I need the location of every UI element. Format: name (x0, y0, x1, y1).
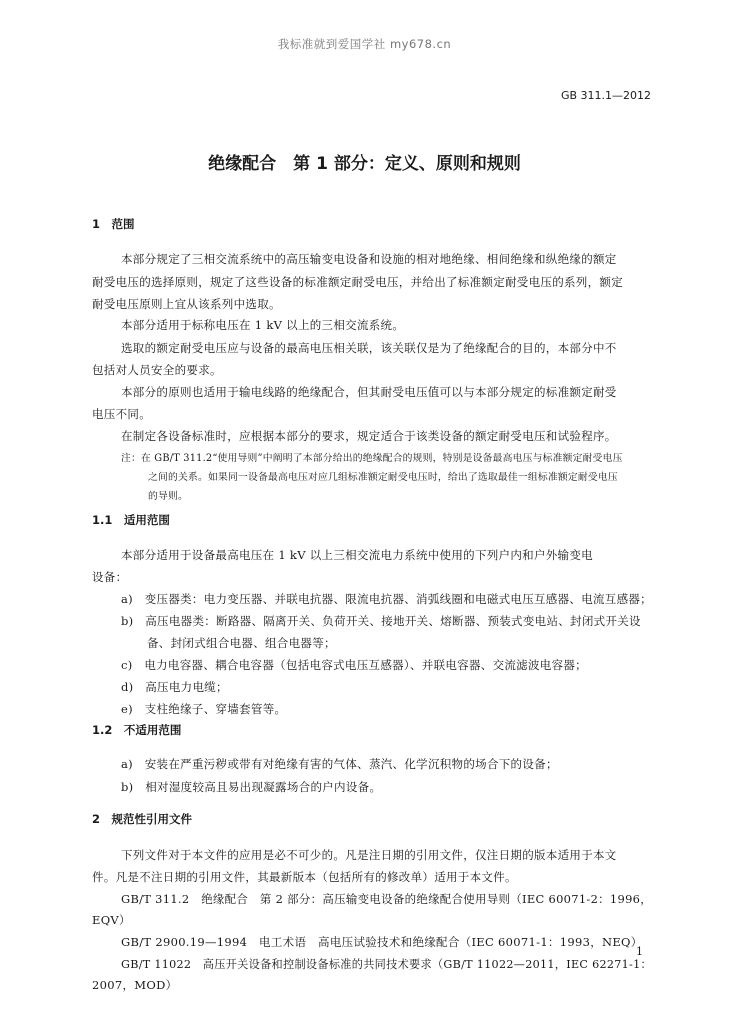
section-2-heading: 2 规范性引用文件 (92, 812, 193, 826)
list-item: c) 电力电容器、耦合电容器（包括电容式电压互感器）、并联电容器、交流滤波电容器； (121, 658, 587, 672)
paragraph-line: 本部分的原则也适用于输电线路的绝缘配合，但其耐受电压值可以与本部分规定的标准额定耐受 (121, 385, 617, 399)
reference-line: GB/T 2900.19—1994 电工术语 高电压试验技术和绝缘配合（IEC 60071-1：1993，NEQ） (121, 935, 643, 949)
note-line: 之间的关系。如果同一设备最高电压对应几组标准额定耐受电压时，给出了选取最佳一组标准额定耐受电压 (148, 472, 618, 483)
list-item: d) 高压电力电缆； (121, 680, 228, 694)
document-title: 绝缘配合 第 1 部分：定义、原则和规则 (208, 154, 521, 174)
reference-line: EQV） (92, 913, 131, 927)
reference-line: 2007，MOD） (92, 978, 178, 992)
list-item: b) 高压电器类：断路器、隔离开关、负荷开关、接地开关、熔断器、预装式变电站、封闭式开关设 (121, 614, 641, 628)
paragraph-line: 本部分规定了三相交流系统中的高压输变电设备和设施的相对地绝缘、相间绝缘和纵绝缘的额定 (121, 252, 617, 266)
paragraph-line: 选取的额定耐受电压应与设备的最高电压相关联，该关联仅是为了绝缘配合的目的，本部分中不 (121, 341, 617, 355)
paragraph-line: 耐受电压的选择原则，规定了这些设备的标准额定耐受电压，并给出了标准额定耐受电压的系列，额定 (92, 275, 623, 289)
list-item: 备、封闭式组合电器、组合电器等； (147, 636, 336, 650)
watermark: 我标准就到爱国学社 my678.cn (277, 37, 452, 51)
paragraph-line: 件。凡是不注日期的引用文件，其最新版本（包括所有的修改单）适用于本文件。 (92, 870, 517, 884)
section-1-2-heading: 1.2 不适用范围 (92, 723, 182, 737)
section-1-heading: 1 范围 (92, 217, 135, 231)
list-item: a) 安装在严重污秽或带有对绝缘有害的气体、蒸汽、化学沉积物的场合下的设备； (121, 757, 558, 771)
list-item: a) 变压器类：电力变压器、并联电抗器、限流电抗器、消弧线圈和电磁式电压互感器、电流互感器； (121, 592, 652, 606)
reference-line: GB/T 311.2 绝缘配合 第 2 部分：高压输变电设备的绝缘配合使用导则（IEC 60071-2：1996， (121, 892, 652, 906)
paragraph-line: 在制定各设备标准时，应根据本部分的要求，规定适合于该类设备的额定耐受电压和试验程序。 (121, 429, 617, 443)
paragraph-line: 本部分适用于设备最高电压在 1 kV 以上三相交流电力系统中使用的下列户内和户外输变电 (121, 548, 593, 562)
paragraph-line: 耐受电压原则上宜从该系列中选取。 (92, 297, 281, 311)
paragraph-line: 包括对人员安全的要求。 (92, 363, 222, 377)
reference-line: GB/T 11022 高压开关设备和控制设备标准的共同技术要求（GB/T 11022—2011，IEC 62271-1： (121, 957, 652, 971)
note-line: 的导则。 (148, 491, 188, 502)
note-line: 注：在 GB/T 311.2“使用导则”中阐明了本部分给出的绝缘配合的规则，特别是设备最高电压与标准额定耐受电压 (121, 453, 623, 464)
standard-number: GB 311.1—2012 (560, 89, 651, 102)
paragraph-line: 本部分适用于标称电压在 1 kV 以上的三相交流系统。 (121, 318, 405, 332)
paragraph-line: 电压不同。 (92, 407, 151, 421)
list-item: b) 相对湿度较高且易出现凝露场合的户内设备。 (121, 780, 382, 794)
section-1-1-heading: 1.1 适用范围 (92, 513, 170, 527)
page-number: 1 (636, 945, 643, 958)
list-item: e) 支柱绝缘子、穿墙套管等。 (121, 702, 287, 716)
paragraph-line: 下列文件对于本文件的应用是必不可少的。凡是注日期的引用文件，仅注日期的版本适用于本文 (121, 848, 617, 862)
paragraph-line: 设备： (92, 570, 128, 584)
